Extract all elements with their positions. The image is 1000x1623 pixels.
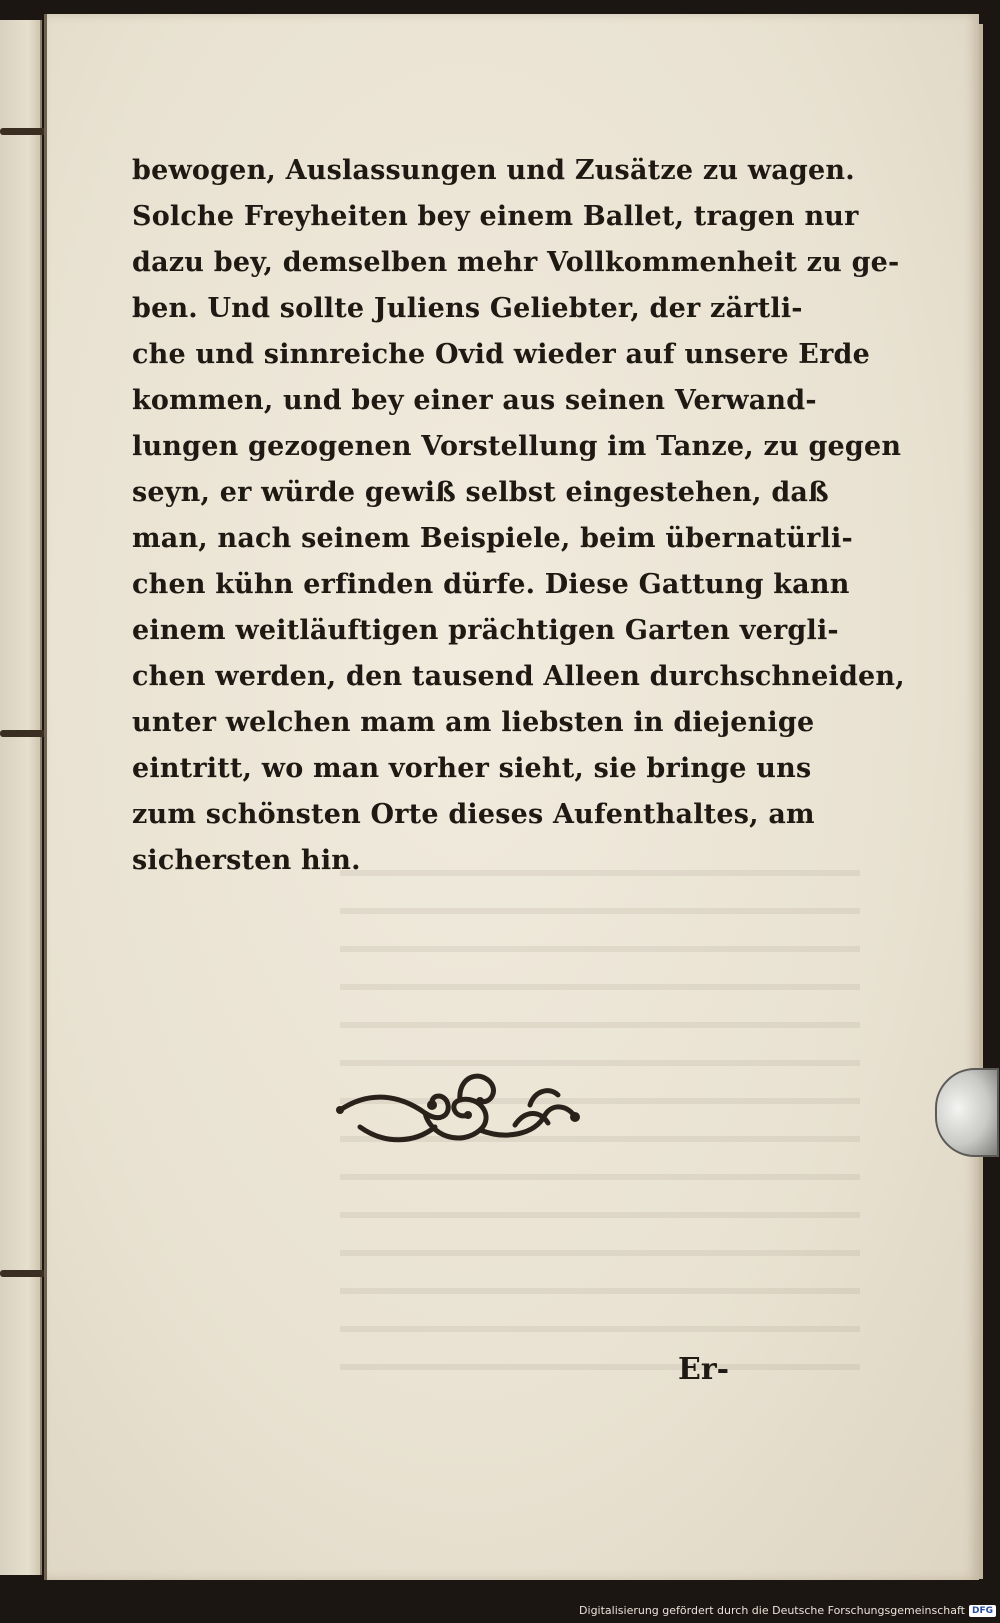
text-line: bewogen, Auslassungen und Zusätze zu wagen. [132,155,855,186]
baroque-ornament-icon [330,1065,590,1155]
text-line: eintritt, wo man vorher sieht, sie bringe uns [132,753,812,784]
page-clip [935,1068,999,1157]
text-line: chen werden, den tausend Alleen durchschneiden, [132,661,905,692]
catchword: Er- [678,1352,730,1387]
text-line: Solche Freyheiten bey einem Ballet, tragen nur [132,201,859,232]
text-line: zum schönsten Orte dieses Aufenthaltes, am [132,799,815,830]
dfg-logo-icon: DFG [969,1605,996,1617]
facing-page-edge [0,20,42,1575]
text-line: einem weitläuftigen prächtigen Garten vergli- [132,615,839,646]
body-text [132,148,905,884]
text-line: unter welchen mam am liebsten in diejenige [132,707,815,738]
text-line: chen kühn erfinden dürfe. Diese Gattung kann [132,569,850,600]
text-line: dazu bey, demselben mehr Vollkommenheit zu ge- [132,247,900,278]
digitization-footer [579,1604,996,1617]
text-line: sichersten hin. [132,845,361,876]
text-line: ben. Und sollte Juliens Geliebter, der zärtli- [132,293,803,324]
footer-credit: Digitalisierung gefördert durch die Deutsche Forschungsgemeinschaft [579,1604,965,1617]
text-line: seyn, er würde gewiß selbst eingestehen, daß [132,477,829,508]
text-line: lungen gezogenen Vorstellung im Tanze, zu gegen [132,431,902,462]
text-line: kommen, und bey einer aus seinen Verwand- [132,385,817,416]
text-line: che und sinnreiche Ovid wieder auf unsere Erde [132,339,870,370]
text-line: man, nach seinem Beispiele, beim übernatürli- [132,523,853,554]
